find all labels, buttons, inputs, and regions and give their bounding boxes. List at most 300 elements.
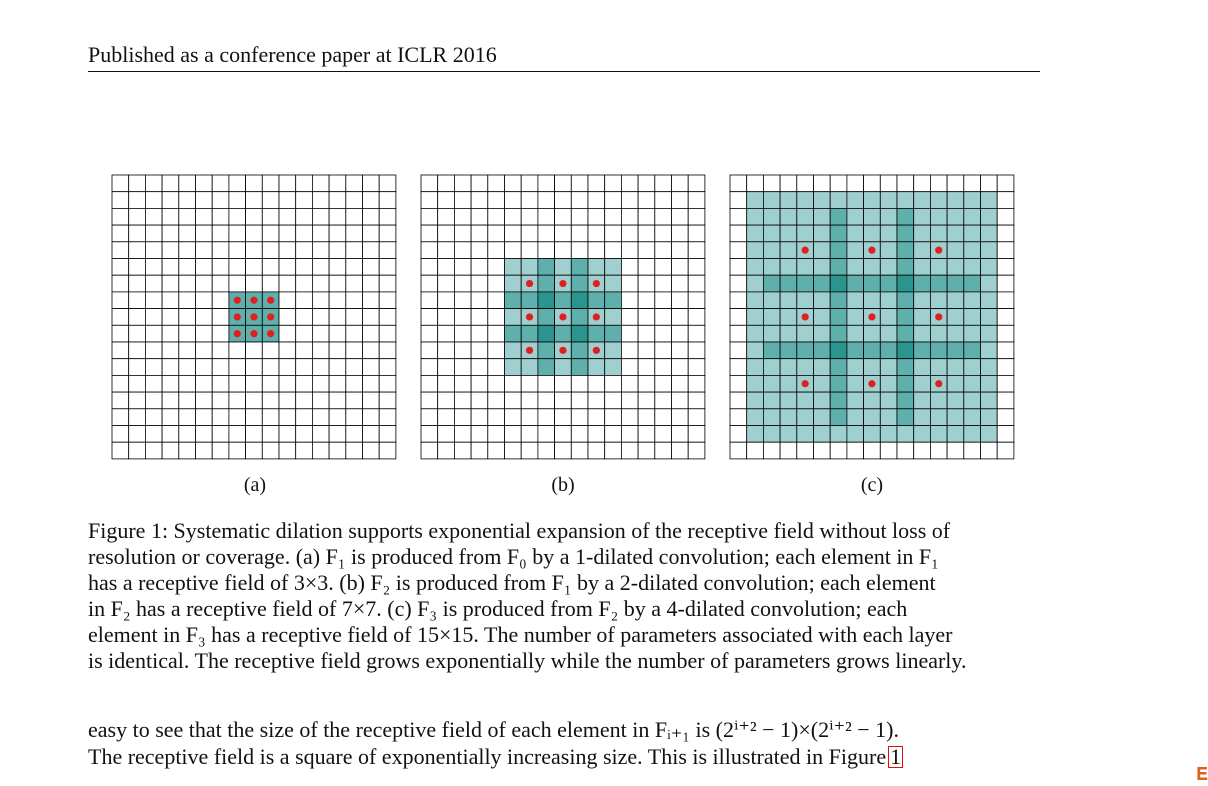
- grid-cell: [780, 392, 797, 409]
- grid-cell: [638, 342, 655, 359]
- kernel-point: [526, 313, 533, 320]
- grid-cell: [638, 225, 655, 242]
- grid-cell: [246, 259, 263, 276]
- grid-cell: [763, 208, 780, 225]
- grid-cell: [555, 392, 572, 409]
- grid-cell: [830, 292, 847, 309]
- grid-cell: [246, 225, 263, 242]
- caption-line: Figure 1: Systematic dilation supports exponential expansion of the receptive field without loss of: [88, 518, 951, 543]
- grid-cell: [212, 426, 229, 443]
- grid-cell: [997, 225, 1014, 242]
- body-line: easy to see that the size of the receptive field of each element in Fᵢ₊₁ is (2ⁱ⁺² − 1)×(2ⁱ⁺² − 1).: [88, 717, 899, 742]
- grid-cell: [897, 409, 914, 426]
- grid-cell: [438, 242, 455, 259]
- grid-cell: [346, 409, 363, 426]
- grid-cell: [747, 325, 764, 342]
- grid-cell: [997, 309, 1014, 326]
- grid-cell: [179, 325, 196, 342]
- grid-cell: [346, 192, 363, 209]
- grid-cell: [112, 325, 129, 342]
- grid-cell: [964, 325, 981, 342]
- grid-cell: [571, 375, 588, 392]
- grid-cell: [212, 342, 229, 359]
- grid-cell: [763, 375, 780, 392]
- grid-cell: [212, 325, 229, 342]
- grid-cell: [981, 325, 998, 342]
- grid-cell: [162, 242, 179, 259]
- grid-cell: [312, 409, 329, 426]
- grid-cell: [329, 442, 346, 459]
- grid-cell: [730, 175, 747, 192]
- grid-cell: [930, 342, 947, 359]
- grid-cell: [747, 242, 764, 259]
- grid-cell: [814, 309, 831, 326]
- grid-cell: [312, 392, 329, 409]
- grid-cell: [505, 442, 522, 459]
- grid-cell: [847, 426, 864, 443]
- grid-cell: [363, 342, 380, 359]
- caption-line: is identical. The receptive field grows exponentially while the number of parameters grows linearly.: [88, 648, 967, 673]
- grid-cell: [279, 175, 296, 192]
- grid-cell: [930, 392, 947, 409]
- kernel-point: [802, 380, 809, 387]
- figure-reference-link[interactable]: 1: [890, 744, 902, 769]
- grid-cell: [981, 292, 998, 309]
- kernel-point: [935, 247, 942, 254]
- grid-cell: [947, 175, 964, 192]
- grid-cell: [914, 275, 931, 292]
- grid-cell: [930, 359, 947, 376]
- grid-cell: [880, 426, 897, 443]
- grid-cell: [438, 359, 455, 376]
- grid-cell: [864, 208, 881, 225]
- grid-cell: [438, 259, 455, 276]
- grid-cell: [145, 275, 162, 292]
- grid-cell: [312, 342, 329, 359]
- grid-cell: [196, 409, 213, 426]
- grid-cell: [797, 359, 814, 376]
- grid-cell: [930, 259, 947, 276]
- grid-cell: [655, 225, 672, 242]
- grid-cell: [112, 342, 129, 359]
- grid-cell: [880, 192, 897, 209]
- grid-cell: [112, 259, 129, 276]
- grid-cell: [688, 225, 705, 242]
- grid-cell: [521, 225, 538, 242]
- grid-cell: [981, 442, 998, 459]
- grid-cell: [780, 259, 797, 276]
- grid-cell: [571, 175, 588, 192]
- grid-cell: [346, 225, 363, 242]
- panel-c-label: (c): [860, 474, 884, 496]
- kernel-point: [802, 247, 809, 254]
- grid-cell: [763, 309, 780, 326]
- grid-cell: [145, 409, 162, 426]
- grid-cell: [672, 259, 689, 276]
- grid-cell: [897, 325, 914, 342]
- grid-cell: [555, 426, 572, 443]
- grid-cell: [129, 325, 146, 342]
- grid-cell: [329, 192, 346, 209]
- grid-cell: [471, 242, 488, 259]
- grid-cell: [880, 292, 897, 309]
- grid-cell: [747, 309, 764, 326]
- grid-cell: [897, 275, 914, 292]
- grid-cell: [947, 292, 964, 309]
- grid-cell: [196, 375, 213, 392]
- caption-line: has a receptive field of 3×3. (b) F₂ is produced from F₁ by a 2-dilated convolution; each element: [88, 570, 936, 595]
- grid-cell: [655, 208, 672, 225]
- grid-cell: [797, 225, 814, 242]
- grid-cell: [897, 309, 914, 326]
- grid-cell: [296, 309, 313, 326]
- grid-cell: [605, 442, 622, 459]
- grid-cell: [555, 325, 572, 342]
- grid-cell: [229, 409, 246, 426]
- grid-cell: [262, 409, 279, 426]
- grid-cell: [196, 426, 213, 443]
- grid-cell: [655, 375, 672, 392]
- grid-cell: [814, 259, 831, 276]
- grid-cell: [162, 409, 179, 426]
- grid-cell: [914, 242, 931, 259]
- panel-b-label: (b): [551, 474, 575, 496]
- caption-line: element in F₃ has a receptive field of 15×15. The number of parameters associated with each layer: [88, 622, 953, 647]
- grid-cell: [914, 292, 931, 309]
- grid-cell: [454, 259, 471, 276]
- grid-cell: [262, 259, 279, 276]
- grid-cell: [521, 259, 538, 276]
- grid-cell: [588, 325, 605, 342]
- grid-cell: [880, 275, 897, 292]
- grid-cell: [279, 359, 296, 376]
- grid-cell: [830, 359, 847, 376]
- grid-cell: [246, 426, 263, 443]
- grid-cell: [488, 292, 505, 309]
- grid-cell: [763, 325, 780, 342]
- grid-cell: [997, 342, 1014, 359]
- grid-cell: [488, 242, 505, 259]
- grid-cell: [672, 275, 689, 292]
- grid-cell: [747, 208, 764, 225]
- grid-cell: [279, 309, 296, 326]
- grid-cell: [346, 309, 363, 326]
- grid-cell: [179, 426, 196, 443]
- grid-cell: [655, 442, 672, 459]
- grid-cell: [212, 242, 229, 259]
- grid-cell: [196, 392, 213, 409]
- grid-cell: [621, 392, 638, 409]
- grid-cell: [555, 375, 572, 392]
- grid-cell: [112, 442, 129, 459]
- grid-cell: [112, 292, 129, 309]
- grid-cell: [212, 292, 229, 309]
- grid-cell: [329, 292, 346, 309]
- grid-cell: [830, 426, 847, 443]
- grid-cell: [655, 192, 672, 209]
- grid-cell: [346, 292, 363, 309]
- grid-cell: [505, 175, 522, 192]
- grid-cell: [262, 375, 279, 392]
- grid-cell: [847, 325, 864, 342]
- grid-cell: [864, 342, 881, 359]
- grid-cell: [162, 192, 179, 209]
- grid-cell: [229, 242, 246, 259]
- grid-cell: [505, 426, 522, 443]
- grid-cell: [488, 359, 505, 376]
- kernel-point: [526, 347, 533, 354]
- grid-cell: [588, 259, 605, 276]
- grid-cell: [981, 392, 998, 409]
- grid-cell: [112, 208, 129, 225]
- grid-cell: [538, 225, 555, 242]
- grid-cell: [897, 192, 914, 209]
- grid-cell: [421, 225, 438, 242]
- grid-cell: [229, 259, 246, 276]
- grid-cell: [262, 342, 279, 359]
- grid-cell: [538, 292, 555, 309]
- grid-cell: [688, 208, 705, 225]
- grid-cell: [229, 392, 246, 409]
- grid-cell: [605, 342, 622, 359]
- grid-cell: [421, 275, 438, 292]
- grid-cell: [129, 442, 146, 459]
- grid-cell: [162, 342, 179, 359]
- grid-cell: [797, 325, 814, 342]
- grid-cell: [730, 192, 747, 209]
- grid-cell: [129, 259, 146, 276]
- grid-cell: [454, 442, 471, 459]
- grid-cell: [780, 359, 797, 376]
- grid-cell: [454, 426, 471, 443]
- grid-cell: [763, 175, 780, 192]
- grid-cell: [296, 259, 313, 276]
- grid-cell: [847, 392, 864, 409]
- grid-cell: [830, 175, 847, 192]
- grid-cell: [246, 409, 263, 426]
- grid-cell: [438, 392, 455, 409]
- grid-cell: [688, 175, 705, 192]
- grid-cell: [571, 309, 588, 326]
- grid-cell: [379, 175, 396, 192]
- grid-cell: [763, 426, 780, 443]
- grid-cell: [947, 259, 964, 276]
- grid-cell: [379, 426, 396, 443]
- grid-cell: [897, 342, 914, 359]
- grid-cell: [262, 175, 279, 192]
- grid-cell: [747, 359, 764, 376]
- grid-cell: [363, 442, 380, 459]
- grid-cell: [329, 259, 346, 276]
- grid-cell: [621, 342, 638, 359]
- grid-cell: [621, 359, 638, 376]
- grid-cell: [145, 192, 162, 209]
- grid-cell: [471, 208, 488, 225]
- grid-cell: [296, 208, 313, 225]
- grid-cell: [262, 208, 279, 225]
- grid-cell: [421, 359, 438, 376]
- grid-cell: [379, 409, 396, 426]
- grid-cell: [454, 359, 471, 376]
- grid-cell: [346, 275, 363, 292]
- grid-cell: [688, 325, 705, 342]
- grid-cell: [421, 192, 438, 209]
- grid-cell: [897, 225, 914, 242]
- grid-cell: [112, 275, 129, 292]
- grid-cell: [538, 375, 555, 392]
- grid-cell: [179, 225, 196, 242]
- grid-cell: [438, 292, 455, 309]
- grid-cell: [379, 375, 396, 392]
- grid-cell: [454, 342, 471, 359]
- grid-cell: [229, 442, 246, 459]
- grid-cell: [588, 242, 605, 259]
- grid-cell: [421, 442, 438, 459]
- grid-cell: [847, 175, 864, 192]
- grid-cell: [914, 375, 931, 392]
- grid-cell: [438, 426, 455, 443]
- grid-cell: [162, 208, 179, 225]
- grid-cell: [454, 409, 471, 426]
- grid-cell: [588, 175, 605, 192]
- kernel-point: [250, 330, 257, 337]
- grid-cell: [605, 225, 622, 242]
- grid-cell: [747, 375, 764, 392]
- grid-cell: [229, 342, 246, 359]
- grid-cell: [145, 375, 162, 392]
- grid-cell: [296, 442, 313, 459]
- grid-cell: [363, 242, 380, 259]
- grid-cell: [797, 275, 814, 292]
- grid-cell: [571, 426, 588, 443]
- grid-cell: [688, 409, 705, 426]
- grid-cell: [296, 192, 313, 209]
- grid-cell: [296, 242, 313, 259]
- grid-cell: [179, 275, 196, 292]
- grid-cell: [588, 359, 605, 376]
- grid-cell: [830, 342, 847, 359]
- grid-cell: [279, 375, 296, 392]
- grid-cell: [655, 309, 672, 326]
- kernel-point: [935, 313, 942, 320]
- grid-cell: [363, 426, 380, 443]
- grid-cell: [621, 242, 638, 259]
- grid-cell: [621, 192, 638, 209]
- grid-cell: [279, 426, 296, 443]
- caption-line: resolution or coverage. (a) F₁ is produced from F₀ by a 1-dilated convolution; each element in F₁: [88, 544, 939, 569]
- grid-cell: [179, 392, 196, 409]
- grid-cell: [296, 392, 313, 409]
- grid-cell: [296, 426, 313, 443]
- kernel-point: [593, 347, 600, 354]
- grid-cell: [814, 392, 831, 409]
- grid-cell: [621, 426, 638, 443]
- grid-cell: [279, 325, 296, 342]
- grid-cell: [112, 375, 129, 392]
- grid-cell: [179, 309, 196, 326]
- grid-cell: [296, 342, 313, 359]
- grid-cell: [814, 175, 831, 192]
- grid-cell: [262, 426, 279, 443]
- grid-cell: [605, 359, 622, 376]
- grid-cell: [555, 208, 572, 225]
- grid-cell: [964, 175, 981, 192]
- grid-cell: [346, 392, 363, 409]
- grid-cell: [196, 225, 213, 242]
- grid-cell: [747, 442, 764, 459]
- grid-cell: [780, 275, 797, 292]
- grid-cell: [747, 409, 764, 426]
- grid-cell: [179, 342, 196, 359]
- body-line: [88, 743, 1040, 770]
- grid-cell: [930, 225, 947, 242]
- grid-cell: [162, 175, 179, 192]
- grid-cell: [947, 426, 964, 443]
- grid-cell: [538, 392, 555, 409]
- grid-cell: [797, 192, 814, 209]
- kernel-point: [234, 297, 241, 304]
- grid-cell: [363, 208, 380, 225]
- grid-cell: [129, 208, 146, 225]
- kernel-point: [250, 297, 257, 304]
- grid-cell: [864, 392, 881, 409]
- grid-cell: [947, 442, 964, 459]
- grid-cell: [162, 426, 179, 443]
- grid-cell: [964, 442, 981, 459]
- grid-cell: [880, 225, 897, 242]
- grid-cell: [914, 225, 931, 242]
- grid-cell: [747, 175, 764, 192]
- grid-cell: [981, 309, 998, 326]
- grid-cell: [880, 259, 897, 276]
- grid-cell: [363, 375, 380, 392]
- grid-cell: [296, 275, 313, 292]
- grid-cell: [212, 309, 229, 326]
- grid-cell: [947, 309, 964, 326]
- grid-cell: [880, 242, 897, 259]
- grid-cell: [763, 242, 780, 259]
- grid-cell: [747, 342, 764, 359]
- grid-cell: [538, 442, 555, 459]
- grid-cell: [688, 442, 705, 459]
- grid-cell: [488, 392, 505, 409]
- grid-cell: [454, 292, 471, 309]
- grid-cell: [997, 242, 1014, 259]
- grid-cell: [555, 242, 572, 259]
- grid-cell: [997, 409, 1014, 426]
- grid-cell: [814, 442, 831, 459]
- grid-cell: [730, 275, 747, 292]
- grid-cell: [763, 342, 780, 359]
- grid-cell: [521, 392, 538, 409]
- grid-cell: [638, 208, 655, 225]
- grid-cell: [964, 259, 981, 276]
- grid-cell: [763, 392, 780, 409]
- grid-cell: [262, 275, 279, 292]
- grid-cell: [571, 359, 588, 376]
- grid-cell: [162, 292, 179, 309]
- grid-cell: [229, 175, 246, 192]
- grid-cell: [880, 375, 897, 392]
- grid-cell: [880, 409, 897, 426]
- grid-cell: [880, 392, 897, 409]
- grid-cell: [196, 309, 213, 326]
- grid-cell: [145, 292, 162, 309]
- grid-cell: [930, 442, 947, 459]
- grid-cell: [981, 225, 998, 242]
- grid-cell: [312, 426, 329, 443]
- grid-cell: [864, 259, 881, 276]
